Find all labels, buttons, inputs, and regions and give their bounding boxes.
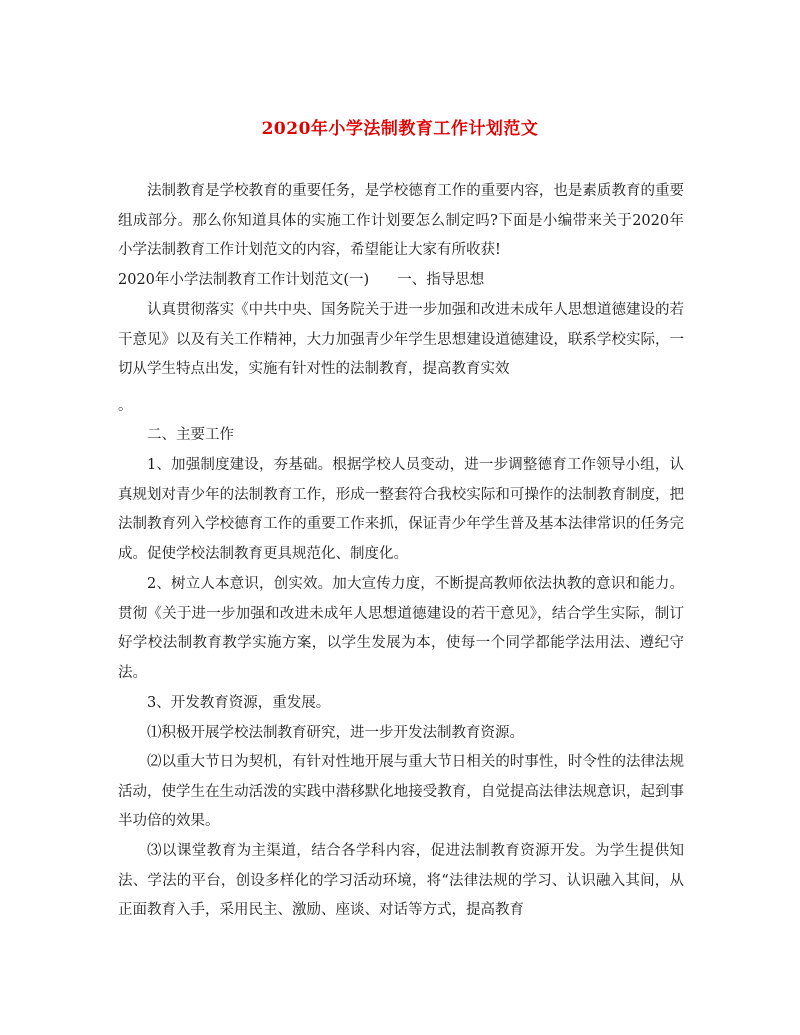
sub-item-3: ⑶以课堂教育为主渠道，结合各学科内容，促进法制教育资源开发。为学生提供知法、学法的平台，创设多样化的学习活动环境，将“法律法规的学习、认识融入其间，从正面教育入手，采用民主、激励、座谈、对话等方式，提高教育 <box>118 843 684 919</box>
work-item-1: 1、加强制度建设，夯基础。根据学校人员变动，进一步调整德育工作领导小组，认真规划对青少年的法制教育工作，形成一整套符合我校实际和可操作的法制教育制度，把法制教育列入学校德育工作的重要工作来抓，保证青少年学生普及基本法律常识的任务完成。促使学校法制教育更具规范化、制度化。 <box>118 457 684 562</box>
guiding-ideology-heading: 一、指导思想 <box>397 272 485 288</box>
section-heading-line <box>118 266 684 296</box>
document-title: 2020年小学法制教育工作计划范文 <box>261 119 539 139</box>
intro-paragraph: 法制教育是学校教育的重要任务，是学校德育工作的重要内容，也是素质教育的重要组成部分。那么你知道具体的实施工作计划要怎么制定吗?下面是小编带来关于2020年小学法制教育工作计划范文的内容，希望能让大家有所收获! <box>118 183 684 259</box>
sub-item-2: ⑵以重大节日为契机，有针对性地开展与重大节日相关的时事性，时令性的法律法规活动，使学生在生动活泼的实践中潜移默化地接受教育，自觉提高法律法规意识，起到事半功倍的效果。 <box>118 754 684 830</box>
work-item-2: 2、树立人本意识，创实效。加大宣传力度，不断提高教师依法执教的意识和能力。贯彻《关于进一步加强和改进未成年人思想道德建设的若干意见》，结合学生实际，制订好学校法制教育教学实施方案，以学生发展为本，使每一个同学都能学法用法、遵纪守法。 <box>118 576 684 681</box>
guiding-ideology-tail: 。 <box>118 398 133 414</box>
section-title: 2020年小学法制教育工作计划范文(一) <box>118 272 370 288</box>
main-work-heading: 二、主要工作 <box>147 427 234 443</box>
sub-item-1: ⑴积极开展学校法制教育研究，进一步开发法制教育资源。 <box>147 725 524 741</box>
guiding-ideology-paragraph: 认真贯彻落实《中共中央、国务院关于进一步加强和改进未成年人思想道德建设的若干意见》以及有关工作精神，大力加强青少年学生思想建设道德建设，联系学校实际，一切从学生特点出发，实施有针对性的法制教育，提高教育实效 <box>118 302 684 378</box>
work-item-3: 3、开发教育资源，重发展。 <box>147 695 331 711</box>
